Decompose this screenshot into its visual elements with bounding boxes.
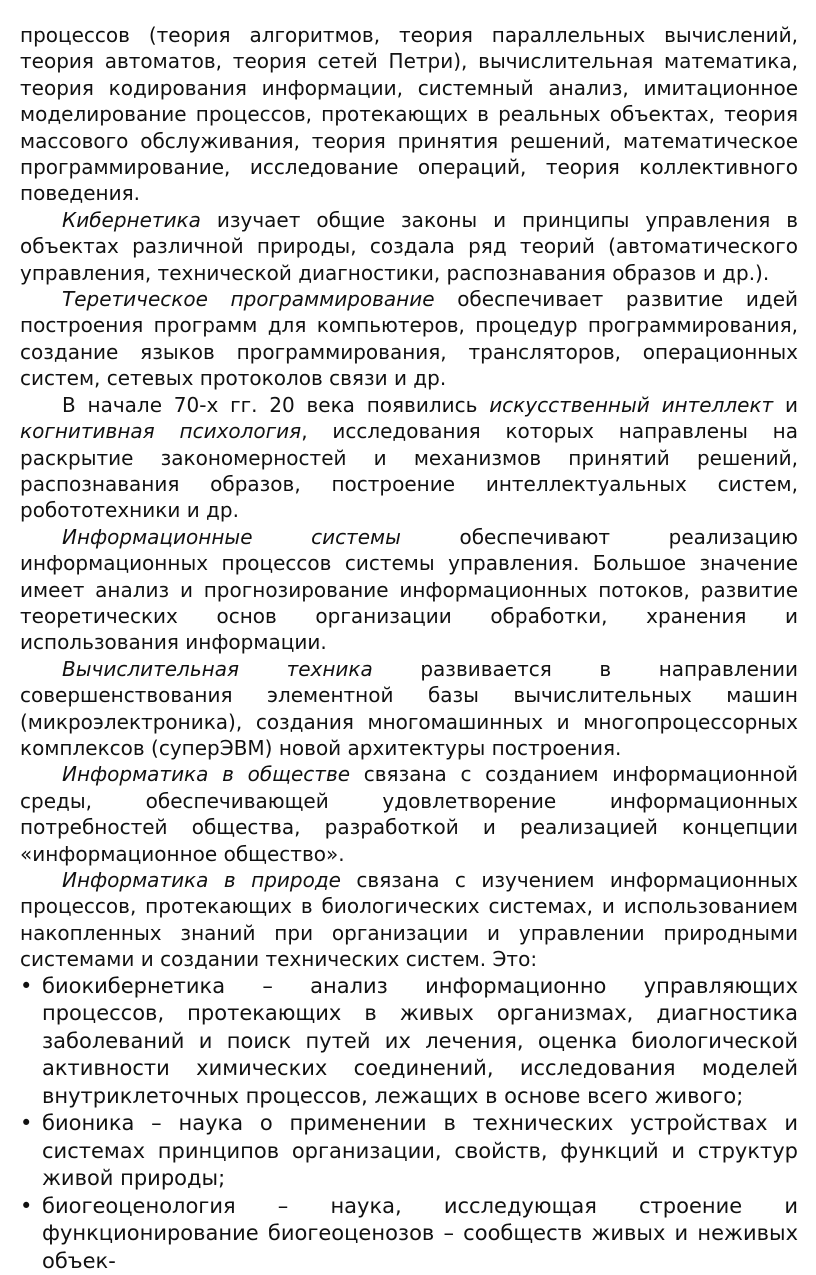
list-item	[20, 973, 798, 1111]
paragraph-lead: В начале 70-х гг. 20 века появились	[62, 392, 490, 417]
document-page	[20, 22, 798, 1275]
term-informatics-society: Информатика в обществе	[62, 762, 351, 787]
paragraph-text: обеспечивает развитие идей построения программ для компьютеров, процедур программирования, создание языков программирования, трансляторов, операционных систем, сетевых протоколов связи и др.	[20, 287, 798, 391]
paragraph-text: связана с изучением информационных процессов, протекающих в биологических системах, и использованием накопленных знаний при организации и управлении природными системами и создании технических систем. Это:	[20, 868, 798, 972]
list-item	[20, 1110, 798, 1193]
paragraph-text: изучает общие законы и принципы управления в объектах различной природы, создала ряд теорий (автоматического управления, технической диагностики, распознавания образов и др.).	[20, 207, 798, 285]
list-item	[20, 1193, 798, 1275]
list-item-text: бионика – наука о применении в технических устройствах и системах принципов организации, свойств, функций и структур живой природы;	[42, 1111, 798, 1191]
term-theoretical-programming: Теретическое программирование	[62, 287, 435, 312]
term-cognitive-psychology: когнитивная психология	[20, 419, 302, 444]
paragraph-theoretical-programming	[20, 286, 798, 392]
paragraph-intro-continuation	[20, 22, 798, 207]
paragraph-informatics-society	[20, 761, 798, 867]
term-computing-technology: Вычислительная техника	[62, 656, 373, 681]
term-cybernetics: Кибернетика	[62, 207, 201, 232]
paragraph-text: развивается в направлении совершенствования элементной базы вычислительных машин (микроэлектроника), создания многомашинных и многопроцессорных комплексов (суперЭВМ) новой архитектуры построения.	[20, 656, 798, 760]
term-artificial-intelligence: искусственный интеллект	[489, 392, 774, 417]
bullet-icon: •	[20, 1193, 33, 1218]
paragraph-connector: и	[773, 392, 798, 417]
paragraph-computing-technology	[20, 656, 798, 762]
term-informatics-nature: Информатика в природе	[62, 868, 341, 892]
paragraph-artificial-intelligence	[20, 392, 798, 524]
list-item-text: биогеоценология – наука, исследующая строение и функционирование биогеоценозов – сообществ живых и неживых объек-	[42, 1193, 798, 1273]
bullet-icon: •	[20, 1111, 33, 1136]
paragraph-text: связана с созданием информационной среды, обеспечивающей удовлетворение информационных потребностей общества, разработкой и реализацией концепции «информационное общество».	[20, 762, 798, 866]
paragraph-text: обеспечивают реализацию информационных процессов системы управления. Большое значение имеет анализ и прогнозирование информационных потоков, развитие теоретических основ организации обработки, хранения и использования информации.	[20, 524, 798, 655]
paragraph-information-systems	[20, 524, 798, 656]
list-item-text: биокибернетика – анализ информационно управляющих процессов, протекающих в живых организмах, диагностика заболеваний и поиск путей их лечения, оценка биологической активности химических соединений, исследования моделей внутриклеточных процессов, лежащих в основе всего живого;	[42, 973, 798, 1108]
paragraph-cybernetics	[20, 207, 798, 286]
term-information-systems: Информационные системы	[62, 524, 401, 549]
paragraph-text: , исследования которых направлены на раскрытие закономерностей и механизмов принятий решений, распознавания образов, построение интеллектуальных систем, робототехники и др.	[20, 419, 798, 523]
bullet-list	[20, 973, 798, 1275]
paragraph-text: процессов (теория алгоритмов, теория параллельных вычислений, теория автоматов, теория сетей Петри), вычислительная математика, теория кодирования информации, системный анализ, имитационное моделирование процессов, протекающих в реальных объектах, теория массового обслуживания, теория принятия решений, математическое программирование, исследование операций, теория коллективного поведения.	[20, 23, 798, 206]
bullet-icon: •	[20, 973, 33, 998]
paragraph-informatics-nature	[20, 867, 798, 973]
